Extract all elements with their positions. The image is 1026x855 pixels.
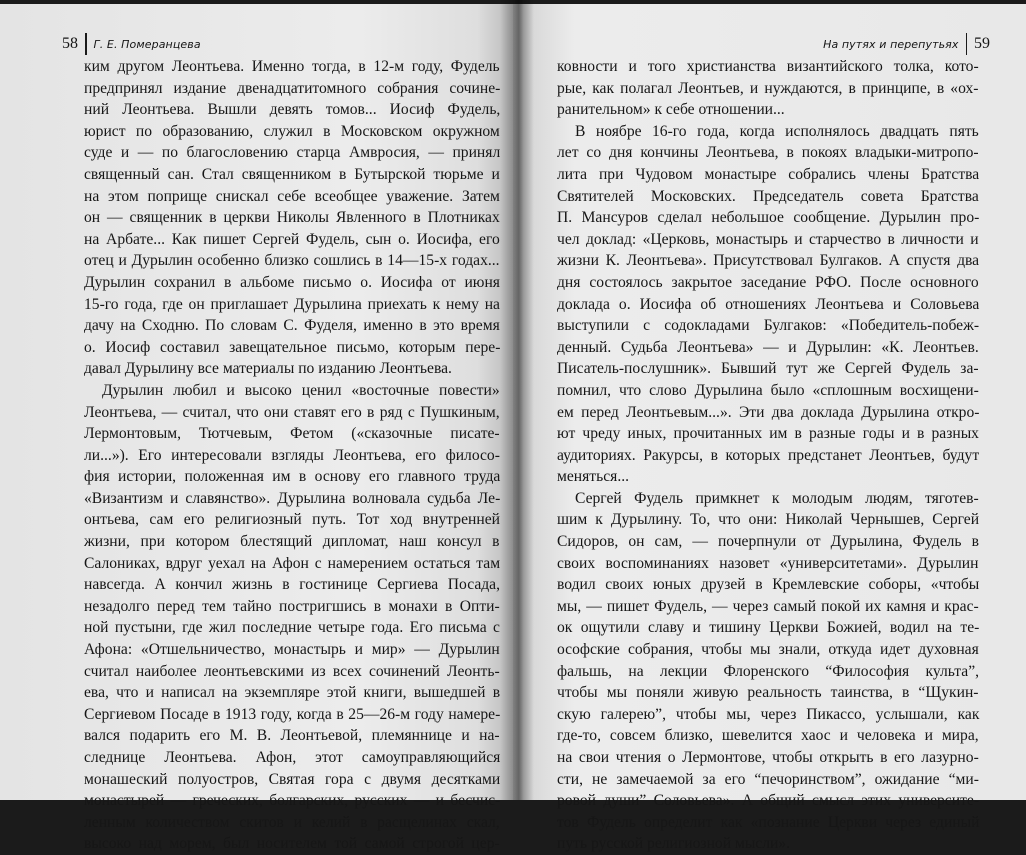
text-line: чел доклад: «Церковь, монастырь и старчество в личности и bbox=[557, 230, 979, 248]
text-line: Сидоров, он сам, — почерпнули от Дурылина, Фудель в bbox=[557, 533, 979, 551]
text-line: Сергиевом Посаде в 1913 году, когда в 25—26-м году намере- bbox=[84, 705, 501, 723]
text-line: ем перед Леонтьевым...». Эти два доклада Дурылина откро- bbox=[557, 403, 980, 421]
text-line: денный. Судьба Леонтьева» — и Дурылин: «К. Леонтьев. bbox=[557, 338, 979, 356]
right-page bbox=[513, 4, 1026, 853]
text-line: монастырей — греческих, болгарских, русских — и бесчис- bbox=[84, 792, 501, 810]
text-line: лита при Чудовом монастыре собрались члены Братства bbox=[557, 165, 980, 183]
text-line: выступили с содокладами Булгаков: «Победитель-побеж- bbox=[557, 317, 980, 335]
left-page-number: 58 bbox=[62, 35, 78, 52]
text-line: жизни, при котором блестящий дипломат, наш консул в bbox=[84, 533, 500, 551]
text-line: суде и — по благословению старца Амвросия, — принял bbox=[84, 144, 501, 162]
text-line: скую галерею”, чтобы мы, через Пикассо, услышали, как bbox=[557, 705, 980, 723]
text-line: Лермонтовым, Тютчевым, Фетом («сказочные писате- bbox=[84, 425, 500, 443]
text-line: высоко над морем, был носителем той самой строгой цер- bbox=[84, 835, 500, 853]
text-line: священный сан. Стал священником в Бутырской тюрьме и bbox=[84, 165, 500, 183]
text-line: ний Леонтьева. Вышли девять томов... Иосиф Фудель, bbox=[84, 101, 501, 119]
text-line: о. Иосиф составил завещательное письмо, которым пере- bbox=[84, 338, 501, 356]
text-line: тов Фудель определит как «познание Церкви через единый bbox=[557, 813, 980, 831]
text-line: П. Мансуров сделал небольшое сообщение. Дурылин про- bbox=[557, 209, 980, 227]
left-running-head bbox=[62, 30, 201, 58]
header-divider bbox=[966, 33, 968, 55]
text-line: Афона: «Отшельничество, монастырь и мир» — Дурылин bbox=[84, 641, 500, 659]
text-line: лет со дня кончины Леонтьева, в покоях владыки-митропо- bbox=[557, 144, 979, 162]
text-line: доклада о. Иосифа об отношениях Леонтьева и Соловьева bbox=[557, 295, 980, 313]
left-body-text bbox=[84, 56, 500, 855]
text-line: ровой души” Соловьева». А общий смысл этих университе- bbox=[557, 792, 980, 810]
text-line: Салониках, вдруг уехал на Афон с намерением остаться там bbox=[84, 554, 501, 572]
text-line: считал наиболее леонтьевскими из всех сочинений Леонть- bbox=[84, 662, 500, 680]
text-line: ной пустыни, где жил последние четыре года. Его письма с bbox=[84, 619, 500, 637]
text-line: ют чреду иных, прочитанных им в разные годы и в разных bbox=[557, 425, 979, 443]
text-line: водил своих юных друзей в Кремлевские соборы, «чтобы bbox=[557, 576, 980, 594]
text-line: фальшь, на лекции Флоренского “Философия культа”, bbox=[557, 662, 980, 680]
text-line: Святителей Московских. Председатель совета Братства bbox=[557, 187, 979, 205]
text-line: «Византизм и славянство». Дурылина волновала судьба Ле- bbox=[84, 489, 501, 507]
text-line: жизни К. Леонтьева». Присутствовал Булгаков. А спустя два bbox=[557, 252, 980, 270]
text-line: мы, — пишет Фудель, — через самый покой их камня и крас- bbox=[557, 597, 979, 615]
text-line: меняться... bbox=[557, 468, 630, 486]
text-line: отец и Дурылин особенно близко сошлись в 14—15-х годах... bbox=[84, 252, 500, 270]
text-line: вался подарить его М. В. Леонтьевой, племяннице и на- bbox=[84, 727, 500, 745]
text-line: ли...»). Его интересовали взгляды Леонтьева, его филосо- bbox=[84, 446, 500, 464]
text-line: аудиториях. Ракурсы, в которых предстанет Леонтьев, будут bbox=[557, 446, 980, 464]
text-line: Леонтьева, — считал, что они ставят его в ряд с Пушкиным, bbox=[84, 403, 500, 421]
right-running-head bbox=[823, 30, 990, 58]
text-line: ранительном» к себе отношении... bbox=[557, 101, 785, 119]
text-line: давал Дурылину все материалы по изданию Леонтьева. bbox=[84, 360, 452, 378]
text-line: своих воспоминаниях назовет «университетами». Дурылин bbox=[557, 554, 979, 572]
text-line: ленным количеством скитов и келий в расщелинах скал, bbox=[84, 813, 500, 831]
text-line: на свои чтения о Лермонтове, чтобы открыть в его лазурно- bbox=[557, 749, 979, 766]
text-line: ковности и того христианства византийского толка, кото- bbox=[557, 58, 979, 75]
text-line: на Арбате... Как пишет Сергей Фудель, сын о. Иосифа, его bbox=[84, 230, 500, 248]
text-line: Дурылин сохранил в альбоме письмо о. Иосифа от июня bbox=[84, 273, 500, 291]
text-line: юрист по образованию, служил в Московском окружном bbox=[84, 122, 500, 140]
header-divider bbox=[85, 33, 87, 55]
right-body-text bbox=[557, 56, 979, 855]
text-line: он — священник в церкви Николы Явленного в Плотниках bbox=[84, 209, 500, 227]
text-line: Сергей Фудель примкнет к молодым людям, тяготев- bbox=[575, 489, 979, 507]
text-line: путь русской религиозной мысли». bbox=[557, 835, 791, 853]
text-line: чтобы мы поняли живую реальность таинства, в “Щукин- bbox=[557, 684, 979, 702]
text-line: 15-го года, где он приглашает Дурылина приехать к нему на bbox=[84, 295, 500, 313]
text-line: где-то, совсем близко, шевелится хаос и человека и мира, bbox=[557, 727, 979, 745]
text-line: шим к Дурылину. То, что они: Николай Чернышев, Сергей bbox=[557, 511, 980, 529]
text-line: В ноябре 16-го года, когда исполнялось двадцать пять bbox=[575, 122, 979, 140]
text-line: ософские собрания, чтобы мы знали, откуда идет духовная bbox=[557, 641, 979, 659]
text-line: на этом поприще снискал себе всеобщее уважение. Затем bbox=[84, 187, 500, 205]
text-line: рые, как полагал Леонтьев, и нуждаются, в принципе, в «ох- bbox=[557, 79, 979, 97]
text-line: незадолго перед тем тайно постригшись в монахи в Опти- bbox=[84, 597, 500, 615]
left-page bbox=[0, 4, 513, 853]
text-line: ок ощутили славу и тишину Церкви Божией, водил на те- bbox=[557, 619, 980, 637]
text-line: ким другом Леонтьева. Именно тогда, в 12-м году, Фудель bbox=[84, 58, 500, 75]
left-running-title: Г. Е. Померанцева bbox=[93, 37, 201, 51]
text-line: дня состоялось закрытое заседание РФО. После основного bbox=[557, 273, 979, 291]
text-line: сти, не замечаемой за его “печоринством”, ожидание “ми- bbox=[557, 770, 979, 788]
text-line: дачу на Сходню. По словам С. Фуделя, именно в это время bbox=[84, 317, 500, 335]
right-page-number: 59 bbox=[974, 35, 990, 52]
text-line: предпринял издание двенадцатитомного собрания сочине- bbox=[84, 79, 501, 97]
text-line: онтьева, сам его религиозный путь. Тот ход внутренней bbox=[84, 511, 500, 529]
text-line: Писатель-послушник». Бывший тут же Сергей Фудель за- bbox=[557, 360, 979, 378]
text-line: навсегда. А кончил жизнь в гостинице Сергиева Посада, bbox=[84, 576, 501, 594]
text-line: фия истории, положенная им в основу его главного труда bbox=[84, 468, 501, 486]
text-line: ева, что и написал на экземпляре этой книги, вышедшей в bbox=[84, 684, 501, 702]
text-line: Дурылин любил и высоко ценил «восточные повести» bbox=[102, 381, 500, 399]
text-line: монашеский полуостров, Святая гора с двумя десятками bbox=[84, 770, 501, 788]
text-line: помнил, что слово Дурылина было «сплошным восхищени- bbox=[557, 381, 979, 399]
right-running-title: На путях и перепутьях bbox=[823, 37, 959, 51]
text-line: следнице Леонтьева. Афон, этот самоуправляющийся bbox=[84, 749, 501, 766]
